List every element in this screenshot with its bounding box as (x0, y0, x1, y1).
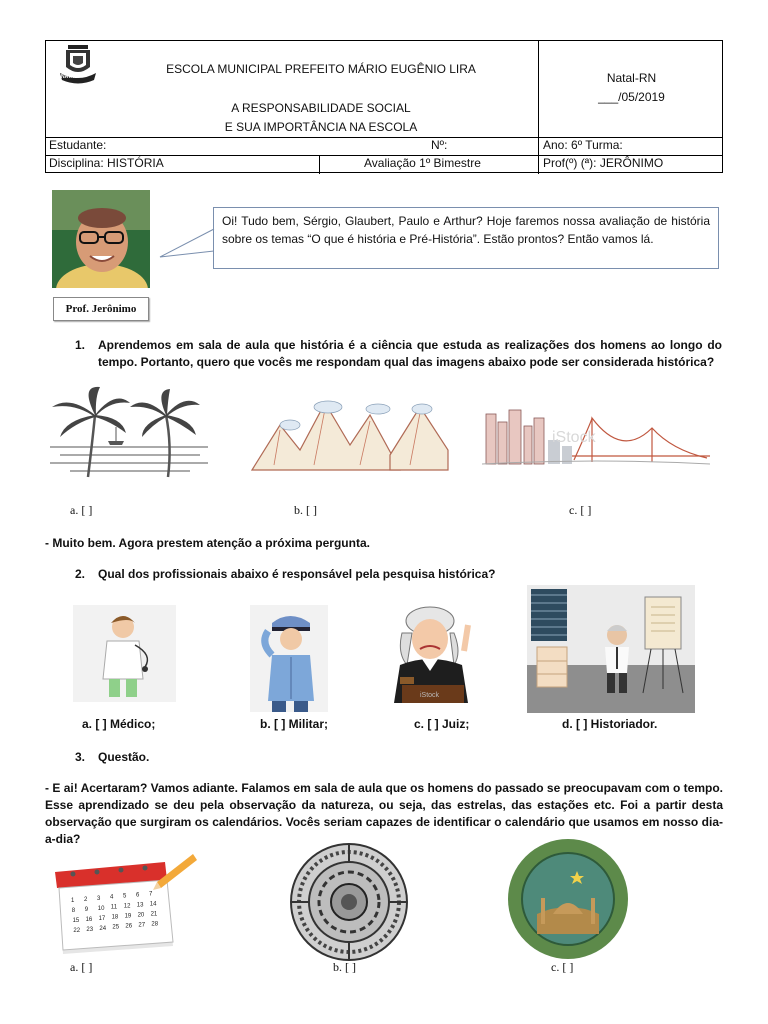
calendar-day: 23 (86, 926, 94, 933)
school-name: ESCOLA MUNICIPAL PREFEITO MÁRIO EUGÊNIO LIRA (166, 62, 476, 76)
student-label: Estudante: (49, 138, 107, 152)
paper-calendar-image (47, 850, 197, 960)
calendar-day: 12 (123, 903, 131, 910)
calendar-day: 22 (73, 928, 81, 934)
calendar-day: 14 (149, 901, 157, 908)
military-officer-image (250, 605, 328, 712)
city-bridge-image (482, 400, 710, 472)
q2-number: 2. (75, 567, 86, 581)
q1-option-a[interactable]: a. [ ] (70, 503, 93, 517)
q2-text: Qual dos profissionais abaixo é responsável pela pesquisa histórica? (98, 567, 496, 581)
calendar-day: 11 (110, 904, 118, 911)
stock-watermark: iStock (420, 692, 440, 699)
title-line-2: E SUA IMPORTÂNCIA NA ESCOLA (224, 120, 418, 134)
calendar-day: 26 (125, 923, 133, 930)
logo-text: NATAL (61, 74, 78, 80)
title-line-1: A RESPONSABILIDADE SOCIAL (231, 101, 411, 115)
calendar-day: 3 (97, 895, 101, 902)
calendar-day: 19 (124, 913, 132, 920)
calendar-day: 27 (138, 922, 146, 929)
q3-option-b[interactable]: b. [ ] (333, 960, 356, 974)
calendar-day: 10 (97, 905, 105, 912)
teacher-photo (52, 190, 150, 288)
doctor-image (73, 605, 176, 702)
judge-image (382, 603, 482, 703)
calendar-day: 25 (112, 924, 120, 931)
calendar-day: 17 (98, 915, 106, 922)
q3-option-c[interactable]: c. [ ] (551, 960, 574, 974)
q1-text: Aprendemos em sala de aula que história é a ciência que estuda as realizações dos homens ao longo do tempo. Portanto, quero que vocês me respondam qual das imagens abaixo pode ser considerada histórica? (98, 338, 722, 369)
calendar-day: 2 (84, 896, 88, 903)
header-table (45, 40, 723, 173)
number-label: Nº: (431, 138, 448, 152)
historian-image (527, 585, 695, 713)
header-divider (538, 137, 539, 174)
speech-bubble: Oi! Tudo bem, Sérgio, Glaubert, Paulo e Arthur? Hoje faremos nossa avaliação de história sobre os temas “O que é história e Pré-História”. Estão prontos? Então vamos lá. (213, 207, 719, 269)
teacher-label: Prof(º) (ª): JERÔNIMO (543, 156, 664, 170)
calendar-day: 21 (150, 911, 158, 918)
evaluation-label: Avaliação 1º Bimestre (364, 156, 481, 170)
q2-option-b[interactable]: b. [ ] Militar; (260, 717, 328, 731)
q1-number: 1. (75, 338, 86, 352)
q3-number: 3. (75, 750, 86, 764)
calendar-day: 15 (72, 918, 80, 924)
photo-caption: Prof. Jerônimo (53, 297, 149, 321)
beach-palm-trees-image (50, 385, 208, 485)
speech-bubble-pointer (150, 225, 216, 265)
q2-option-c[interactable]: c. [ ] Juiz; (414, 717, 470, 731)
calendar-day: 6 (136, 892, 140, 899)
year-class-label: Ano: 6º Turma: (543, 138, 623, 152)
header-divider (319, 155, 320, 174)
calendar-day: 9 (84, 906, 89, 913)
calendar-day: 24 (99, 925, 107, 932)
calendar-day: 5 (123, 893, 127, 900)
calendar-day: 20 (137, 912, 145, 919)
aztec-calendar-image (289, 843, 409, 961)
q3-text: - E ai! Acertaram? Vamos adiante. Falamos em sala de aula que os homens do passado se preocupavam com o tempo. Esse aprendizado se deu pela observação da natureza, ou seja, das estrelas, das estações etc. Foi a partir desta observação que surgiram os calendários. Vocês seriam capazes de identificar o calendário que usamos em nosso dia-a-dia? (45, 781, 723, 846)
calendar-day: 4 (110, 894, 114, 901)
q1-option-b[interactable]: b. [ ] (294, 503, 317, 517)
transition-text: - Muito bem. Agora prestem atenção a próxima pergunta. (45, 536, 370, 550)
q2-option-d[interactable]: d. [ ] Historiador. (562, 717, 658, 731)
q2-option-a[interactable]: a. [ ] Médico; (82, 717, 156, 731)
q3-option-a[interactable]: a. [ ] (70, 960, 93, 974)
stock-watermark: iStock (552, 429, 596, 446)
q3-title: Questão. (98, 750, 150, 764)
calendar-day: 7 (149, 891, 153, 898)
calendar-day: 16 (85, 916, 93, 923)
calendar-day: 8 (71, 908, 76, 914)
islamic-calendar-image (507, 838, 629, 960)
calendar-day: 18 (111, 914, 119, 921)
calendar-day: 13 (136, 902, 144, 909)
calendar-day: 1 (71, 898, 75, 904)
calendar-day: 28 (151, 921, 159, 928)
q1-option-c[interactable]: c. [ ] (569, 503, 592, 517)
date-field: ___/05/2019 (598, 90, 665, 104)
subject-label: Disciplina: HISTÓRIA (49, 156, 164, 170)
city: Natal-RN (606, 71, 657, 85)
mountains-image (250, 395, 450, 475)
